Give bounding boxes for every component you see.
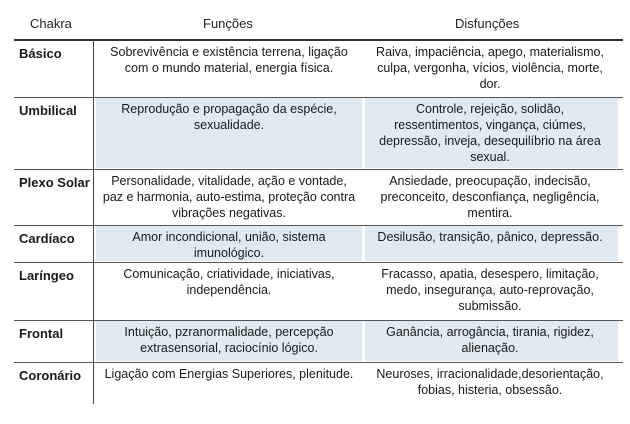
funcoes-cell	[96, 173, 362, 221]
cell-line: sexual.	[470, 150, 510, 164]
cell-line: Desilusão, transição, pânico, depressão.	[377, 230, 603, 244]
header-chakra: Chakra	[30, 16, 72, 31]
cell-line: imunológico.	[193, 246, 265, 260]
cell-line: medo, insegurança, auto-reprovação,	[386, 283, 594, 297]
column-divider	[93, 40, 94, 404]
table-row	[0, 97, 630, 169]
cell-line: Controle, rejeição, solidão,	[416, 102, 564, 116]
cell-line: com o mundo material, energia física.	[124, 61, 334, 75]
chakra-name: Coronário	[19, 368, 82, 383]
disfuncoes-cell	[365, 101, 615, 165]
chakra-name: Laríngeo	[19, 268, 74, 283]
chakra-name: Básico	[19, 46, 62, 61]
cell-line: Neuroses, irracionalidade,desorientação,	[376, 367, 604, 381]
table-row	[0, 40, 630, 97]
table-row	[0, 262, 630, 320]
table-row	[0, 169, 630, 225]
cell-line: Comunicação, criatividade, iniciativas,	[123, 267, 335, 281]
table-row	[0, 225, 630, 262]
cell-line: preconceito, desconfiança, negligência,	[380, 190, 600, 204]
cell-line: Raiva, impaciência, apego, materialismo,	[376, 45, 604, 59]
cell-line: fobias, histeria, obsessão.	[417, 383, 563, 397]
chakra-name: Plexo Solar	[19, 175, 90, 190]
header-funcoes: Funções	[203, 16, 253, 31]
cell-line: Sobrevivência e existência terrena, ligação	[110, 45, 348, 59]
cell-line: Fracasso, apatia, desespero, limitação,	[381, 267, 599, 281]
cell-line: Ansiedade, preocupação, indecisão,	[389, 174, 591, 188]
cell-line: Amor incondicional, união, sistema	[132, 230, 326, 244]
funcoes-cell	[96, 229, 362, 261]
chakra-name: Cardíaco	[19, 231, 75, 246]
disfuncoes-cell	[365, 266, 615, 314]
cell-line: alienação.	[461, 341, 519, 355]
disfuncoes-cell	[365, 366, 615, 398]
disfuncoes-cell	[365, 324, 615, 356]
cell-line: independência.	[186, 283, 272, 297]
chakra-name: Frontal	[19, 326, 64, 341]
header-disfuncoes: Disfunções	[455, 16, 520, 31]
cell-line: vibrações negativas.	[172, 206, 286, 220]
funcoes-cell	[96, 101, 362, 133]
table-row	[0, 320, 630, 362]
funcoes-cell	[96, 366, 362, 382]
cell-line: culpa, vergonha, vícios, violência, morte,	[377, 61, 603, 75]
cell-line: Ligação com Energias Superiores, plenitude.	[104, 367, 354, 381]
chakra-name: Umbilical	[19, 103, 77, 118]
cell-line: submissão.	[458, 299, 522, 313]
cell-line: ressentimentos, vingança, ciúmes,	[394, 118, 586, 132]
cell-line: Personalidade, vitalidade, ação e vontade,	[111, 174, 347, 188]
disfuncoes-cell	[365, 44, 615, 92]
funcoes-cell	[96, 44, 362, 76]
cell-line: Ganância, arrogância, tirania, rigidez,	[386, 325, 594, 339]
cell-line: sexualidade.	[193, 118, 265, 132]
cell-line: dor.	[479, 77, 501, 91]
table-header	[0, 0, 630, 38]
table-row	[0, 362, 630, 404]
funcoes-cell	[96, 324, 362, 356]
cell-line: extrasensorial, raciocínio lógico.	[140, 341, 318, 355]
cell-line: paz e harmonia, auto-estima, proteção contra	[102, 190, 356, 204]
disfuncoes-cell	[365, 229, 615, 245]
cell-line: depressão, inveja, desequilíbrio na área	[379, 134, 601, 148]
funcoes-cell	[96, 266, 362, 298]
cell-line: Intuição, pzranormalidade, percepção	[124, 325, 334, 339]
cell-line: mentira.	[467, 206, 513, 220]
cell-line: Reprodução e propagação da espécie,	[121, 102, 337, 116]
disfuncoes-cell	[365, 173, 615, 221]
